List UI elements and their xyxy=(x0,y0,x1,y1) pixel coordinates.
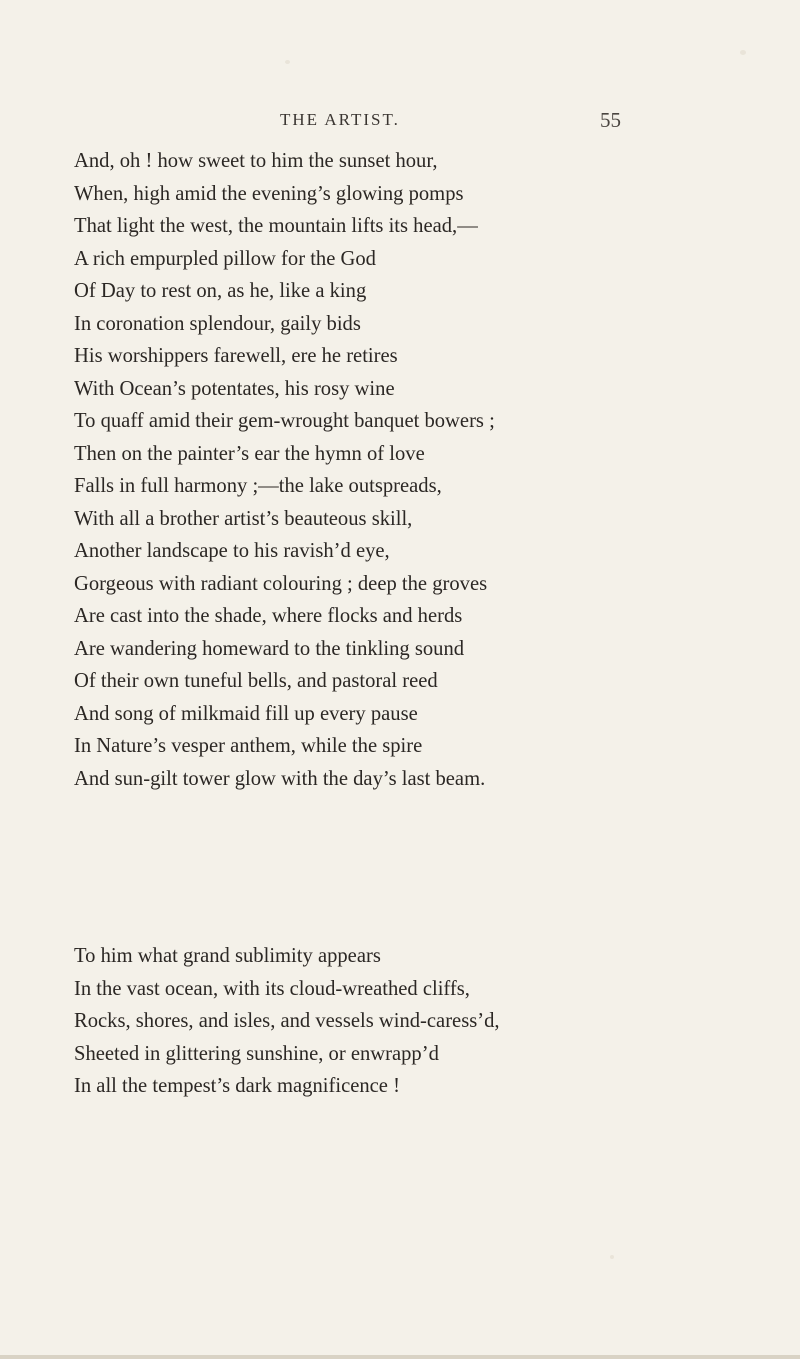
stanza xyxy=(74,940,500,1103)
poem-line: With all a brother artist’s beauteous skill, xyxy=(74,507,413,530)
poem-line: When, high amid the evening’s glowing pomps xyxy=(74,182,464,205)
poem-line: Of their own tuneful bells, and pastoral reed xyxy=(74,670,438,692)
poem-line: In all the tempest’s dark magnificence ! xyxy=(74,1075,400,1097)
poem-line: And song of milkmaid fill up every pause xyxy=(74,702,418,725)
page-number: 55 xyxy=(600,108,621,132)
poem-line: With Ocean’s potentates, his rosy wine xyxy=(74,377,395,400)
poem-line: Sheeted in glittering sunshine, or enwrapp’d xyxy=(74,1042,439,1065)
poem-line: His worshippers farewell, ere he retires xyxy=(74,345,398,367)
paper-spot xyxy=(740,50,746,55)
poem-line: And, oh ! how sweet to him the sunset hour, xyxy=(74,150,438,172)
running-head xyxy=(0,110,800,134)
poem-line: Another landscape to his ravish’d eye, xyxy=(74,540,390,562)
running-title: THE ARTIST. xyxy=(280,110,400,129)
poem-line: A rich empurpled pillow for the God xyxy=(74,247,376,270)
poem-line: In Nature’s vesper anthem, while the spire xyxy=(74,735,423,757)
paper-spot xyxy=(610,1255,614,1259)
poem-line: Gorgeous with radiant colouring ; deep the groves xyxy=(74,572,488,595)
poem-line: Rocks, shores, and isles, and vessels wind-caress’d, xyxy=(74,1010,500,1032)
page-bottom-edge xyxy=(0,1355,800,1359)
poem-line: That light the west, the mountain lifts its head,— xyxy=(74,215,478,237)
poem-line: Then on the painter’s ear the hymn of love xyxy=(74,442,425,465)
paper-spot xyxy=(285,60,290,64)
poem-line: Are wandering homeward to the tinkling sound xyxy=(74,637,465,660)
poem-line: In coronation splendour, gaily bids xyxy=(74,312,361,335)
stanza xyxy=(74,145,495,795)
poem-line: And sun-gilt tower glow with the day’s last beam. xyxy=(74,767,486,790)
poem-line: To quaff amid their gem-wrought banquet bowers ; xyxy=(74,410,495,432)
poem-line: Of Day to rest on, as he, like a king xyxy=(74,280,367,302)
poem-line: Are cast into the shade, where flocks and herds xyxy=(74,605,463,627)
poem-line: To him what grand sublimity appears xyxy=(74,945,381,967)
poem-line: Falls in full harmony ;—the lake outspreads, xyxy=(74,475,442,497)
poem-line: In the vast ocean, with its cloud-wreathed cliffs, xyxy=(74,977,470,1000)
